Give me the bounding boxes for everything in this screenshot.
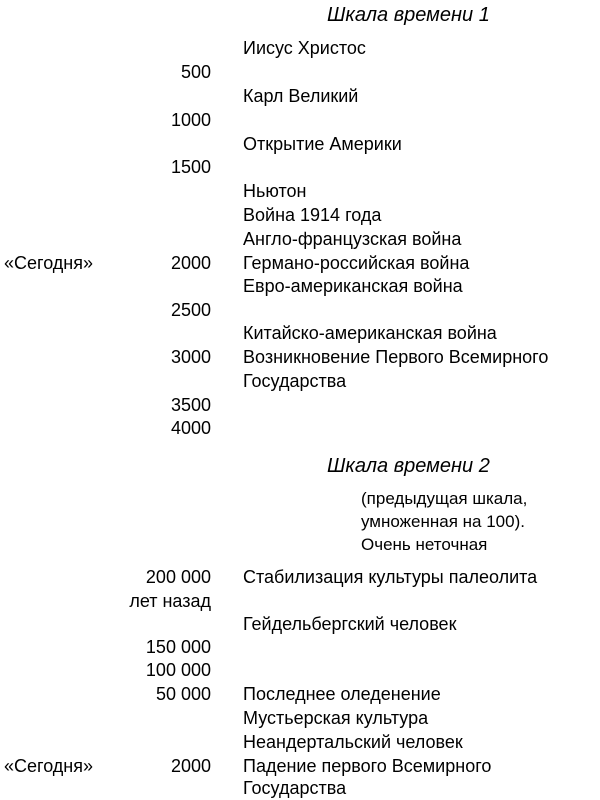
timeline-1-event: Иисус Христос (243, 38, 366, 58)
timeline-1-event: Возникновение Первого Всемирного (243, 347, 549, 367)
timeline-2-note: умноженная на 100). (361, 512, 525, 531)
timeline-1-today-label: «Сегодня» (4, 253, 94, 273)
timeline-1-event: Открытие Америки (243, 134, 402, 154)
timeline-2-event: Государства (243, 778, 347, 798)
timeline-2-year: 50 000 (155, 684, 211, 704)
timeline-2-year: 2000 (170, 756, 211, 776)
timeline-2-year-unit: лет назад (129, 591, 211, 611)
timeline-2-year: 200 000 (145, 567, 211, 587)
timeline-2-note: Очень неточная (361, 535, 488, 554)
timeline-2-year: 100 000 (145, 660, 211, 680)
timeline-1-year: 4000 (170, 418, 211, 438)
timeline-1-title: Шкала времени 1 (327, 4, 490, 26)
timeline-2-today-label: «Сегодня» (4, 756, 94, 776)
timeline-2-note: (предыдущая шкала, (361, 489, 528, 508)
timeline-1-year: 3000 (170, 347, 211, 367)
timeline-1-year: 1000 (170, 110, 211, 130)
timeline-1-year: 3500 (170, 395, 211, 415)
timeline-1-event: Германо-российская война (243, 253, 470, 273)
timeline-2-year: 150 000 (145, 637, 211, 657)
timeline-1-event: Англо-французская война (243, 229, 462, 249)
timeline-2-title: Шкала времени 2 (327, 455, 490, 477)
timeline-1-year: 2000 (170, 253, 211, 273)
timeline-1-event: Карл Великий (243, 86, 359, 106)
timeline-1-event: Китайско-американская война (243, 323, 497, 343)
timeline-1-year: 1500 (170, 157, 211, 177)
timeline-1-event: Государства (243, 371, 347, 391)
timeline-2-event: Последнее оледенение (243, 684, 441, 704)
timeline-2-event: Падение первого Всемирного (243, 756, 492, 776)
timeline-1-event: Ньютон (243, 181, 307, 201)
timeline-1-event: Война 1914 года (243, 205, 382, 225)
timeline-1-year: 500 (180, 62, 211, 82)
timeline-1-event: Евро-американская война (243, 276, 463, 296)
timeline-2-event: Неандертальский человек (243, 732, 463, 752)
timeline-2-event: Мустьерская культура (243, 708, 429, 728)
timeline-2-event: Стабилизация культуры палеолита (243, 567, 538, 587)
timeline-1-year: 2500 (170, 300, 211, 320)
timeline-2-event: Гейдельбергский человек (243, 614, 457, 634)
